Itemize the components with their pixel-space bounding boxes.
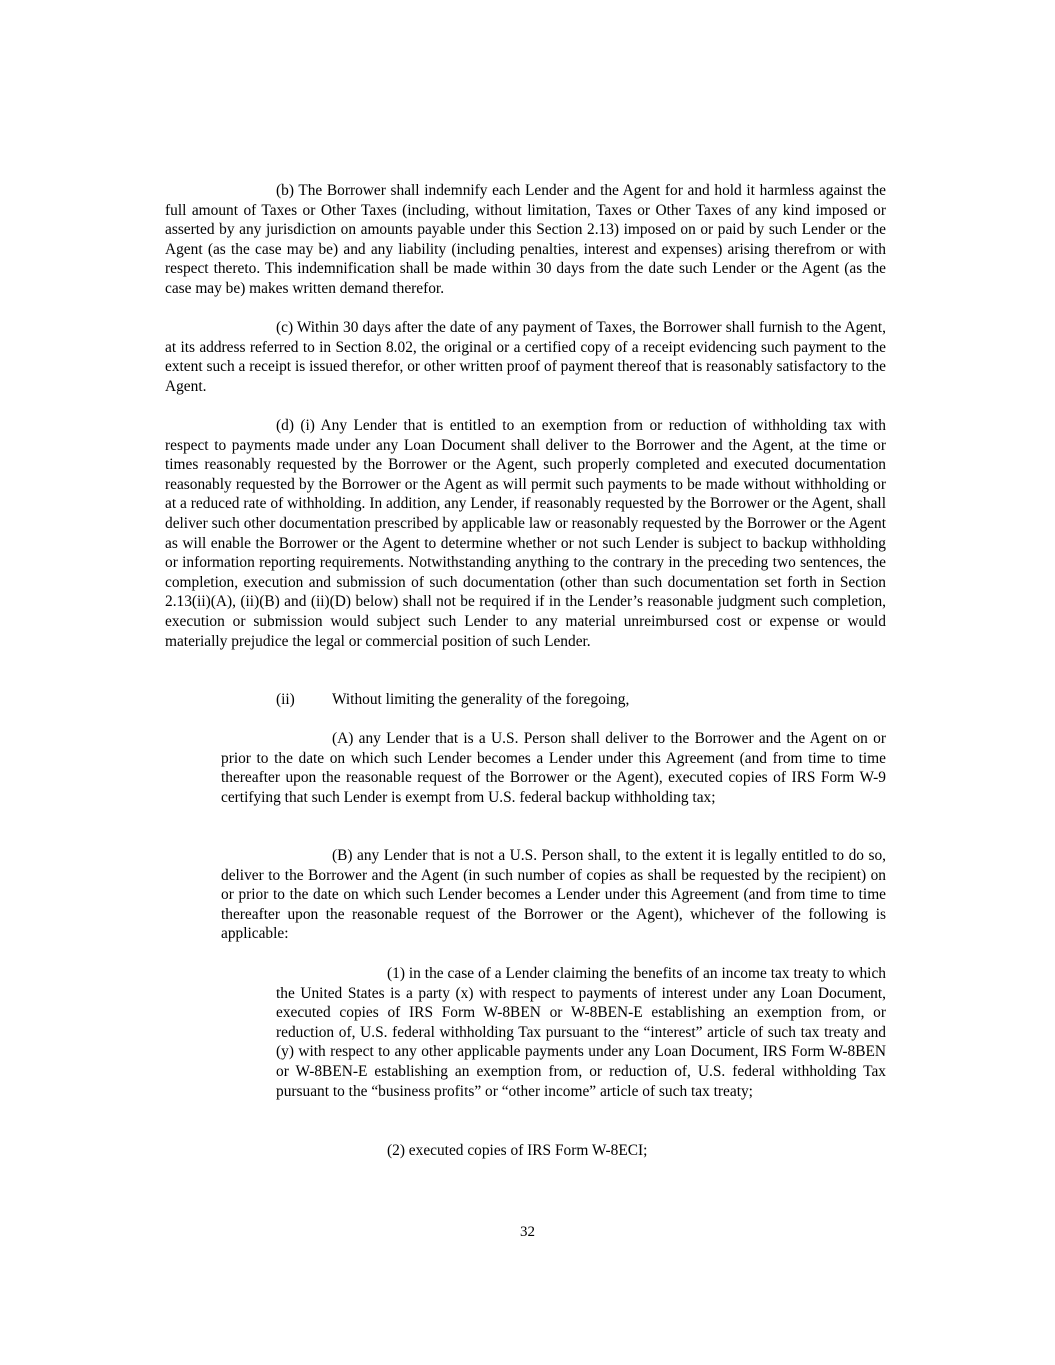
paragraph-1: (1) in the case of a Lender claiming the benefits of an income tax treaty to which the United States is a party (x) with respect to payments of interest under any Loan Document, executed copies of IRS Form W-8BEN or W-8BEN-E establishing an exemption from, or reduction of, U.S. federal withholding Tax pursuant to the “interest” article of such tax treaty and (y) with respect to any other applicable payments under any Loan Document, IRS Form W-8BEN or W-8BEN-E establishing an exemption from, or reduction of, U.S. federal withholding Tax pursuant to the “business profits” or “other income” article of such tax treaty; bbox=[276, 965, 886, 1100]
paragraph-A: (A) any Lender that is a U.S. Person shall deliver to the Borrower and the Agent on or prior to the date on which such Lender becomes a Lender under this Agreement (and from time to time thereafter upon the reasonable request of the Borrower or the Agent), executed copies of IRS Form W-9 certifying that such Lender is exempt from U.S. federal backup withholding tax; bbox=[221, 730, 886, 806]
paragraph-b: (b) The Borrower shall indemnify each Lender and the Agent for and hold it harmless against the full amount of Taxes or Other Taxes (including, without limitation, Taxes or Other Taxes of any kind imposed or asserted by any jurisdiction on amounts payable under this Section 2.13) imposed on or paid by such Lender or the Agent (as the case may be) and any liability (including penalties, interest and expenses) arising therefrom or with respect thereto. This indemnification shall be made within 30 days from the date such Lender or the Agent (as the case may be) makes written demand therefor. bbox=[165, 182, 886, 297]
paragraph-d-i: (d) (i) Any Lender that is entitled to an exemption from or reduction of withholding tax with respect to payments made under any Loan Document shall deliver to the Borrower and the Agent, at the time or times reasonably requested by the Borrower or the Agent, such properly completed and executed documentation reasonably requested by the Borrower or the Agent as will permit such payments to be made without withholding or at a reduced rate of withholding. In addition, any Lender, if reasonably requested by the Borrower or the Agent, shall deliver such other documentation prescribed by applicable law or reasonably requested by the Borrower or the Agent as will enable the Borrower or the Agent to determine whether or not such Lender is subject to backup withholding or information reporting requirements. Notwithstanding anything to the contrary in the preceding two sentences, the completion, execution and submission of such documentation (other than such documentation set forth in Section 2.13(ii)(A), (ii)(B) and (ii)(D) below) shall not be required if in the Lender’s reasonable judgment such completion, execution or submission would subject such Lender to any material unreimbursed cost or expense or would materially prejudice the legal or commercial position of such Lender. bbox=[165, 417, 886, 650]
paragraph-ii-text: Without limiting the generality of the foregoing, bbox=[332, 691, 630, 708]
paragraph-c: (c) Within 30 days after the date of any payment of Taxes, the Borrower shall furnish to the Agent, at its address referred to in Section 8.02, the original or a certified copy of a receipt evidencing such payment to the extent such a receipt is issued therefor, or other written proof of payment thereof that is reasonably satisfactory to the Agent. bbox=[165, 319, 886, 395]
paragraph-ii-label: (ii) bbox=[276, 691, 295, 708]
page-number: 32 bbox=[520, 1224, 535, 1240]
paragraph-2: (2) executed copies of IRS Form W-8ECI; bbox=[387, 1142, 648, 1159]
paragraph-B: (B) any Lender that is not a U.S. Person shall, to the extent it is legally entitled to do so, deliver to the Borrower and the Agent (in such number of copies as shall be requested by the recipient) on or prior to the date on which such Lender becomes a Lender under this Agreement (and from time to time thereafter upon the reasonable request of the Borrower or the Agent), whichever of the following is applicable: bbox=[221, 847, 886, 943]
